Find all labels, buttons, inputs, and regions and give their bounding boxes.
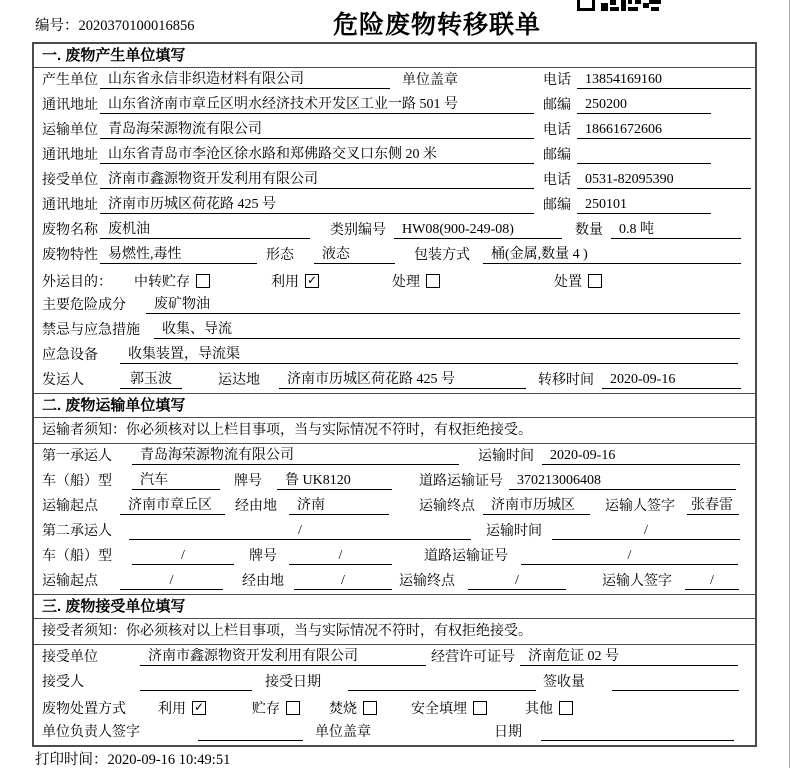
plate-value: 鲁 UK8120: [277, 472, 392, 490]
vehicle-value: 汽车: [132, 472, 220, 490]
zip-label: 邮编: [543, 148, 571, 163]
road-license-label: 道路运输证号: [419, 474, 503, 489]
checkbox: [363, 701, 377, 715]
phone-label: 电话: [543, 123, 571, 138]
section3-title: 三. 废物接受单位填写: [34, 594, 755, 619]
transporter-phone-group: [543, 118, 751, 143]
option-other: [525, 698, 573, 718]
row-waste-character: [34, 243, 755, 268]
receiver-notice: 接受者须知：你必须核对以上栏目事项，当与实际情况不符时，有权拒绝接受。: [34, 619, 755, 645]
transfer-time-value: 2020-09-16: [602, 371, 741, 389]
contraindication-label: 禁忌与应急措施: [42, 323, 140, 338]
producer-zip-group: [543, 93, 711, 118]
plate-label: 牌号: [249, 549, 277, 564]
page-edge-line: [789, 0, 790, 768]
row-transporter: [34, 118, 755, 143]
carrier-label: 第二承运人: [42, 524, 112, 539]
qty-value: 0.8 吨: [611, 221, 741, 239]
option-label: 利用: [158, 701, 186, 717]
via-value: /: [294, 572, 392, 590]
carrier-value: /: [129, 522, 471, 540]
row-receiver: [34, 168, 755, 193]
vehicle-value: /: [132, 547, 234, 565]
shipper-label: 发运人: [42, 373, 84, 388]
plate-value: /: [289, 547, 392, 565]
category-label: 类别编号: [330, 223, 386, 238]
row-transporter-address: [34, 143, 755, 168]
form-label: 形态: [266, 248, 294, 263]
main-hazard-label: 主要危险成分: [42, 298, 126, 313]
address-value: 山东省青岛市李沧区徐水路和郑佛路交叉口东侧 20 米: [100, 146, 534, 164]
transporter-notice: 运输者须知：你必须核对以上栏目事项，当与实际情况不符时，有权拒绝接受。: [34, 418, 755, 444]
destination-label: 运达地: [218, 373, 260, 388]
row-disposal-method: [34, 695, 755, 720]
endpoint-value: 济南市历城区: [483, 497, 590, 515]
accept-unit-value: 济南市鑫源物资开发利用有限公司: [140, 648, 426, 666]
producer-value: 山东省永信非织造材料有限公司: [100, 71, 390, 89]
row-recipient: [34, 670, 755, 695]
row-shipper: [34, 368, 755, 393]
address-label: 通讯地址: [42, 198, 98, 213]
transporter-label: 运输单位: [42, 123, 98, 138]
recipient-label: 接受人: [42, 675, 84, 690]
transport-time-label: 运输时间: [486, 524, 542, 539]
row-purpose: [34, 268, 755, 293]
permit-value: 济南危证 02 号: [520, 648, 738, 666]
print-time-value: 2020-09-16 10:49:51: [107, 752, 231, 768]
receiver-value: 济南市鑫源物资开发利用有限公司: [100, 171, 534, 189]
option-label: 处理: [392, 274, 420, 290]
road-license-label: 道路运输证号: [424, 549, 508, 564]
transporter-zip-group: [543, 143, 711, 168]
checkbox: [286, 701, 300, 715]
row-second-carrier: [34, 519, 755, 544]
permit-label: 经营许可证号: [431, 650, 515, 665]
row-head-signature: [34, 720, 755, 745]
transporter-value: 青岛海荣源物流有限公司: [100, 121, 534, 139]
option-utilize: [158, 698, 206, 718]
option-label: 其他: [525, 701, 553, 717]
option-incinerate: [329, 698, 377, 718]
option-transfer-storage: [134, 271, 210, 291]
address-label: 通讯地址: [42, 148, 98, 163]
option-label: 焚烧: [329, 701, 357, 717]
section1-title: 一. 废物产生单位填写: [34, 44, 755, 68]
qty-label: 数量: [575, 223, 603, 238]
print-time-label: 打印时间：: [35, 752, 108, 768]
road-license-value: /: [521, 547, 738, 565]
row-contraindication: [34, 318, 755, 343]
category-value: HW08(900-249-08): [394, 221, 562, 239]
phone-value: 0531-82095390: [577, 171, 751, 189]
option-label: 处置: [554, 274, 582, 290]
row-main-hazard: [34, 293, 755, 318]
doc-number-label: 编号：: [35, 18, 79, 34]
accept-date-label: 接受日期: [265, 675, 321, 690]
row-vehicle1: [34, 469, 755, 494]
recipient-value: [140, 673, 252, 691]
endpoint-label: 运输终点: [399, 574, 455, 589]
phone-value: 13854169160: [577, 71, 751, 89]
head-sign-value: [198, 723, 303, 741]
option-label: 利用: [271, 274, 299, 290]
address-value: 济南市历城区荷花路 425 号: [100, 196, 534, 214]
carrier-sign-value: /: [685, 572, 739, 590]
row-accept-unit: [34, 645, 755, 670]
option-label: 贮存: [252, 701, 280, 717]
via-label: 经由地: [242, 574, 284, 589]
origin-value: 济南市章丘区: [120, 497, 225, 515]
checkbox: ✓: [193, 699, 205, 714]
row-receiver-address: [34, 193, 755, 218]
checkbox: [559, 701, 573, 715]
transport-time-label: 运输时间: [478, 449, 534, 464]
equipment-value: 收集装置，导流渠: [120, 346, 738, 364]
receiver-label: 接受单位: [42, 173, 98, 188]
carrier-sign-value: 张春雷: [687, 497, 739, 515]
producer-label: 产生单位: [42, 73, 98, 88]
signed-amount-value: [612, 673, 739, 691]
row-vehicle2: [34, 544, 755, 569]
row-first-carrier: [34, 444, 755, 469]
unit-stamp-label: 单位盖章: [315, 725, 371, 740]
transfer-time-label: 转移时间: [538, 373, 594, 388]
checkbox: [588, 274, 602, 288]
origin-label: 运输起点: [42, 574, 98, 589]
road-license-value: 370213006408: [509, 472, 736, 490]
doc-number: [35, 14, 195, 35]
via-value: 济南: [289, 497, 389, 515]
zip-label: 邮编: [543, 198, 571, 213]
print-time: [35, 748, 230, 769]
option-landfill: [411, 698, 487, 718]
transport-time-value: 2020-09-16: [542, 447, 740, 465]
row-waste-name: [34, 218, 755, 243]
date-label: 日期: [494, 725, 522, 740]
checkbox: [426, 274, 440, 288]
plate-label: 牌号: [234, 474, 262, 489]
accept-date-value: [348, 673, 536, 691]
carrier-value: 青岛海荣源物流有限公司: [132, 447, 459, 465]
endpoint-value: /: [468, 572, 566, 590]
checkbox: ✓: [306, 272, 318, 287]
option-treat: [392, 271, 440, 291]
packing-label: 包装方式: [414, 248, 470, 263]
checkbox: [473, 701, 487, 715]
transport-time-value: /: [552, 522, 740, 540]
zip-value: [577, 146, 711, 164]
waste-name-label: 废物名称: [42, 223, 98, 238]
phone-label: 电话: [543, 73, 571, 88]
destination-value: 济南市历城区荷花路 425 号: [279, 371, 526, 389]
page-title: 危险废物转移联单: [333, 11, 542, 39]
signed-amount-label: 签收量: [543, 675, 585, 690]
form-value: 液态: [314, 246, 395, 264]
carrier-sign-label: 运输人签字: [605, 499, 675, 514]
address-label: 通讯地址: [42, 98, 98, 113]
row-producer-address: [34, 93, 755, 118]
option-dispose: [554, 271, 602, 291]
purpose-label: 外运目的：: [42, 274, 112, 290]
shipper-value: 郭玉波: [120, 371, 182, 389]
head-sign-label: 单位负责人签字: [42, 725, 140, 740]
endpoint-label: 运输终点: [419, 499, 475, 514]
receiver-phone-group: [543, 168, 751, 193]
carrier-label: 第一承运人: [42, 449, 112, 464]
waste-name-value: 废机油: [100, 221, 310, 239]
vehicle-label: 车（船）型: [42, 474, 112, 489]
option-utilize: [271, 271, 319, 291]
phone-value: 18661672606: [577, 121, 751, 139]
zip-value: 250200: [577, 96, 711, 114]
disposal-label: 废物处置方式: [42, 701, 126, 717]
row-producer: [34, 68, 755, 93]
character-label: 废物特性: [42, 248, 98, 263]
accept-unit-label: 接受单位: [42, 650, 98, 665]
option-label: 安全填埋: [411, 701, 467, 717]
zip-label: 邮编: [543, 98, 571, 113]
vehicle-label: 车（船）型: [42, 549, 112, 564]
option-label: 中转贮存: [134, 274, 190, 290]
row-route1: [34, 494, 755, 519]
section2-title: 二. 废物运输单位填写: [34, 393, 755, 418]
character-value: 易燃性,毒性: [100, 246, 257, 264]
zip-value: 250101: [577, 196, 711, 214]
address-value: 山东省济南市章丘区明水经济技术开发区工业一路 501 号: [100, 96, 534, 114]
receiver-zip-group: [543, 193, 711, 218]
carrier-sign-label: 运输人签字: [602, 574, 672, 589]
origin-value: /: [120, 572, 223, 590]
main-hazard-value: 废矿物油: [146, 296, 740, 314]
phone-label: 电话: [543, 173, 571, 188]
equipment-label: 应急设备: [42, 348, 98, 363]
contraindication-value: 收集、导流: [154, 321, 740, 339]
packing-value: 桶(金属,数量 4 ): [483, 246, 741, 264]
unit-stamp-label: 单位盖章: [402, 73, 458, 88]
via-label: 经由地: [235, 499, 277, 514]
manifest-form: [32, 42, 757, 747]
doc-number-value: 2020370100016856: [78, 18, 195, 34]
producer-phone-group: [543, 68, 751, 93]
row-route2: [34, 569, 755, 594]
row-emergency-equipment: [34, 343, 755, 368]
checkbox: [196, 274, 210, 288]
qr-code-fragment: [577, 0, 661, 11]
date-value: [541, 723, 734, 741]
origin-label: 运输起点: [42, 499, 98, 514]
option-storage: [252, 698, 300, 718]
